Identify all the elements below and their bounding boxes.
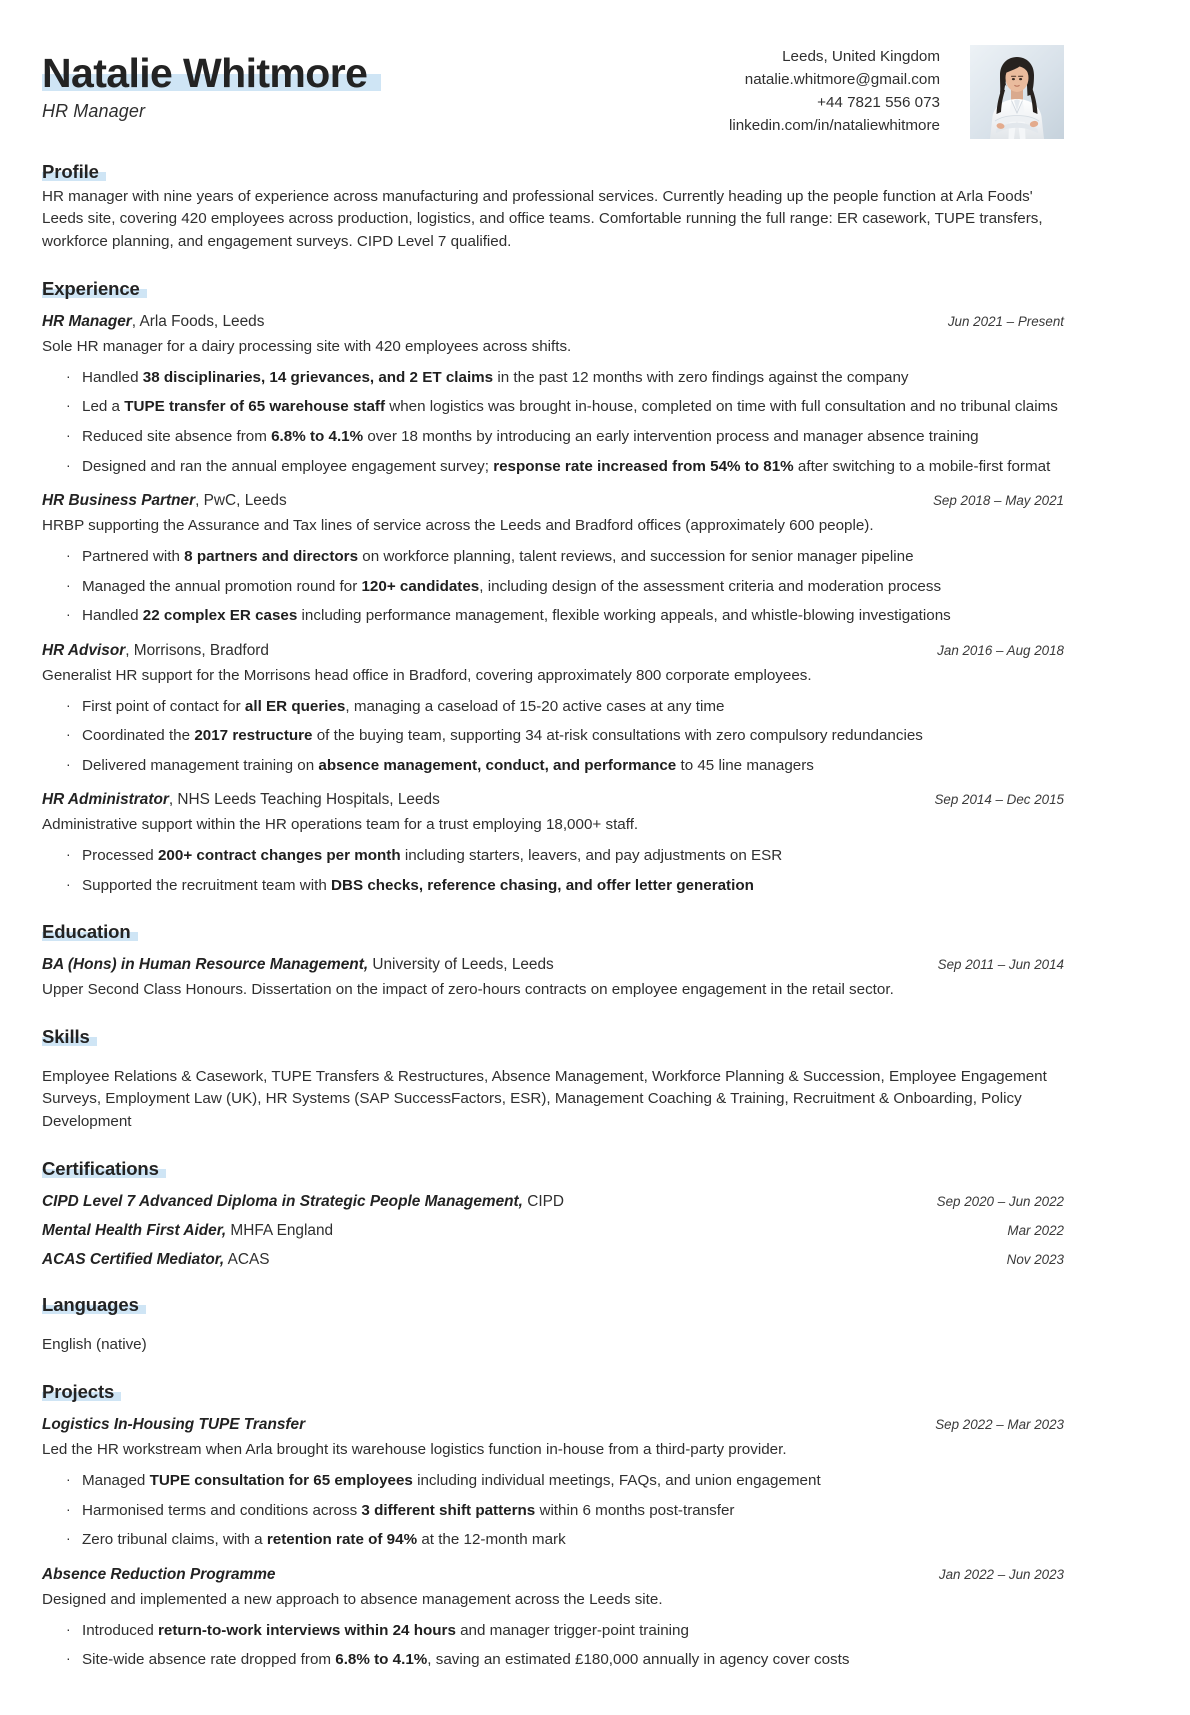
job-role: HR Manager [42,313,132,331]
education-heading-wrapper [42,921,131,943]
job-role: HR Administrator [42,791,169,809]
bullet-item [42,1500,1064,1522]
bullet-item [42,1470,1064,1492]
bullet-dot-icon: · [66,1650,71,1667]
certification-issuer: CIPD [522,1193,564,1211]
bullet-dot-icon: · [66,696,71,713]
project-date-range: Sep 2022 – Mar 2023 [935,1417,1064,1433]
entry-header-row [42,955,1064,976]
bullet-text: Managed TUPE consultation for 65 employees including individual meetings, FAQs, and union engagement [82,1472,821,1490]
languages-heading-wrapper [42,1294,139,1316]
skills-heading-wrapper [42,1026,90,1048]
languages-text: English (native) [42,1336,147,1354]
certification-date: Nov 2023 [1006,1252,1064,1268]
job-date-range: Jan 2016 – Aug 2018 [937,642,1064,658]
section-skills [42,1026,1064,1133]
job-company: , Morrisons, Bradford [125,641,269,659]
bullet-item [42,1649,1064,1671]
header-right-block [729,38,1064,139]
contact-location: Leeds, United Kingdom [782,48,940,65]
experience-entries [42,312,1064,896]
bullet-text: Site-wide absence rate dropped from 6.8% to 4.1%, saving an estimated £180,000 annually in agency cover costs [82,1651,850,1669]
bullet-dot-icon: · [66,576,71,593]
bullet-dot-icon: · [66,1471,71,1488]
project-title-wrapper [42,1565,275,1586]
experience-entry [42,790,1064,896]
bullet-item [42,875,1064,897]
profile-text: HR manager with nine years of experience across manufacturing and professional services. Currently heading up the people function at Arla Foods' Leeds site, covering 420 employees across production, logistics, and office teams. Comfortable running the full range: ER casework, TUPE transfers, workforce planning, and engagement surveys. CIPD Level 7 qualified. [42,188,1043,250]
job-company: , Arla Foods, Leeds [131,313,265,331]
job-role: HR Business Partner [42,492,196,510]
certification-title: CIPD Level 7 Advanced Diploma in Strategic People Management, [42,1193,523,1211]
bullet-dot-icon: · [66,397,71,414]
bullet-text: Partnered with 8 partners and directors on workforce planning, talent reviews, and succession for senior manager pipeline [82,548,914,565]
project-summary: Designed and implemented a new approach to absence management across the Leeds site. [42,1590,663,1608]
section-certifications [42,1158,1064,1269]
bullet-item [42,1620,1064,1642]
bullet-item [42,845,1064,867]
certification-entry [42,1193,1064,1211]
section-experience [42,278,1064,896]
job-date-range: Jun 2021 – Present [947,314,1064,330]
job-summary: Administrative support within the HR operations team for a trust employing 18,000+ staff. [42,816,639,834]
certification-date: Sep 2020 – Jun 2022 [936,1194,1064,1210]
project-title-wrapper [42,1415,305,1436]
education-entry [42,955,1064,1001]
bullet-dot-icon: · [66,367,71,384]
bullet-text: Supported the recruitment team with DBS checks, reference chasing, and offer letter generation [82,876,754,894]
bullet-text: Led a TUPE transfer of 65 warehouse staff when logistics was brought in-house, completed on time with full consultation and no tribunal claims [82,398,1058,416]
bullet-item [42,696,1064,718]
contact-details [729,45,940,137]
certifications-heading: Certifications [42,1158,159,1180]
project-bullets [42,1470,1064,1551]
experience-entry [42,641,1064,777]
education-date-range: Sep 2011 – Jun 2014 [937,957,1064,973]
bullet-text: Coordinated the 2017 restructure of the buying team, supporting 34 at-risk consultations with zero compulsory redundancies [82,727,923,745]
job-role: HR Advisor [42,641,126,659]
bullet-text: Reduced site absence from 6.8% to 4.1% over 18 months by introducing an early intervention process and manager absence training [82,428,979,446]
skills-heading: Skills [42,1026,90,1048]
section-profile [42,161,1064,253]
entry-header-row [42,1415,1064,1436]
certification-issuer: ACAS [224,1251,270,1269]
project-title: Logistics In-Housing TUPE Transfer [42,1416,306,1434]
bullet-dot-icon: · [66,875,71,892]
contact-linkedin[interactable]: linkedin.com/in/nataliewhitmore [728,117,940,135]
certification-name [42,1222,333,1240]
experience-entry [42,312,1064,477]
job-bullets [42,845,1064,896]
bullet-item [42,396,1064,418]
entry-header-row [42,312,1064,333]
name-wrapper [42,52,367,95]
skills-text: Employee Relations & Casework, TUPE Transfers & Restructures, Absence Management, Workforce Planning & Succession, Employee Engagement Surveys, Employment Law (UK), HR Systems (SAP SuccessFactors, ESR), Management Coaching & Training, Recruitment & Onboarding, Policy Development [42,1068,1047,1130]
bullet-dot-icon: · [66,755,71,772]
projects-heading: Projects [42,1381,115,1403]
entry-header-row [42,790,1064,811]
certification-entry [42,1222,1064,1240]
job-bullets [42,696,1064,777]
experience-heading-wrapper [42,278,140,300]
job-bullets [42,546,1064,627]
job-date-range: Sep 2018 – May 2021 [932,493,1064,509]
job-title-company [42,312,264,333]
bullet-dot-icon: · [66,456,71,473]
bullet-item [42,725,1064,747]
education-heading: Education [42,921,131,943]
contact-phone[interactable]: +44 7821 556 073 [817,94,940,112]
entry-header-row [42,491,1064,512]
project-entry [42,1415,1064,1551]
candidate-name: Natalie Whitmore [42,50,368,96]
education-summary: Upper Second Class Honours. Dissertation on the impact of zero-hours contracts on employee engagement in the retail sector. [42,981,894,999]
bullet-text: Managed the annual promotion round for 120+ candidates, including design of the assessment criteria and moderation process [82,577,942,595]
bullet-item [42,546,1064,568]
bullet-dot-icon: · [66,606,71,623]
project-date-range: Jan 2022 – Jun 2023 [938,1567,1064,1583]
bullet-dot-icon: · [66,1620,71,1637]
job-date-range: Sep 2014 – Dec 2015 [934,792,1064,808]
job-summary: HRBP supporting the Assurance and Tax lines of service across the Leeds and Bradford offices (approximately 600 people). [42,516,874,534]
job-title-company [42,491,287,512]
bullet-text: Processed 200+ contract changes per month including starters, leavers, and pay adjustments on ESR [82,847,783,865]
bullet-text: Designed and ran the annual employee engagement survey; response rate increased from 54% to 81% after switching to a mobile-first format [82,457,1051,475]
bullet-dot-icon: · [66,846,71,863]
languages-heading: Languages [42,1294,139,1316]
certification-title: Mental Health First Aider, [42,1222,227,1240]
institution-name: University of Leeds, Leeds [368,956,554,974]
job-title-company [42,790,440,811]
degree-title: BA (Hons) in Human Resource Management, [42,956,369,974]
section-education [42,921,1064,1001]
bullet-text: Harmonised terms and conditions across 3 different shift patterns within 6 months post-transfer [82,1501,735,1519]
experience-heading: Experience [42,278,140,300]
bullet-text: Delivered management training on absence management, conduct, and performance to 45 line managers [82,756,814,774]
bullet-item [42,367,1064,389]
bullet-item [42,1529,1064,1551]
certification-issuer: MHFA England [226,1222,334,1240]
certification-entry [42,1251,1064,1269]
profile-photo [970,45,1064,139]
entry-header-row [42,641,1064,662]
bullet-dot-icon: · [66,726,71,743]
job-summary: Generalist HR support for the Morrisons head office in Bradford, covering approximately 800 corporate employees. [42,666,812,684]
section-languages [42,1294,1064,1356]
certification-date: Mar 2022 [1007,1223,1064,1239]
bullet-item [42,605,1064,627]
bullet-dot-icon: · [66,1530,71,1547]
bullet-dot-icon: · [66,1500,71,1517]
project-title: Absence Reduction Programme [42,1566,276,1584]
certification-entries [42,1193,1064,1269]
bullet-text: Handled 22 complex ER cases including performance management, flexible working appeals, and whistle-blowing investigations [82,607,951,625]
section-projects [42,1381,1064,1671]
project-bullets [42,1620,1064,1671]
project-entries [42,1415,1064,1671]
profile-heading: Profile [42,161,99,182]
degree-institution [42,955,554,976]
candidate-job-title: HR Manager [42,101,146,122]
entry-header-row [42,1565,1064,1586]
resume-header [42,38,1064,139]
portrait-illustration [970,45,1064,139]
certification-name [42,1193,564,1211]
bullet-item [42,576,1064,598]
job-bullets [42,367,1064,477]
bullet-text: Zero tribunal claims, with a retention rate of 94% at the 12-month mark [82,1531,566,1549]
bullet-text: Introduced return-to-work interviews within 24 hours and manager trigger-point training [82,1621,689,1639]
bullet-text: First point of contact for all ER queries, managing a caseload of 15-20 active cases at any time [82,697,725,715]
bullet-item [42,755,1064,777]
job-summary: Sole HR manager for a dairy processing site with 420 employees across shifts. [42,337,572,355]
bullet-dot-icon: · [66,547,71,563]
job-title-company [42,641,269,662]
certification-title: ACAS Certified Mediator, [42,1251,225,1269]
certification-name [42,1251,270,1269]
bullet-item [42,456,1064,478]
identity-block [42,38,367,122]
project-entry [42,1565,1064,1671]
job-company: , NHS Leeds Teaching Hospitals, Leeds [168,791,440,809]
job-company: , PwC, Leeds [195,492,287,510]
contact-email[interactable]: natalie.whitmore@gmail.com [744,71,940,89]
bullet-item [42,426,1064,448]
projects-heading-wrapper [42,1381,114,1403]
bullet-text: Handled 38 disciplinaries, 14 grievances, and 2 ET claims in the past 12 months with zero findings against the company [82,368,909,386]
profile-heading-wrapper [42,161,99,183]
education-entries [42,955,1064,1001]
bullet-dot-icon: · [66,427,71,444]
certifications-heading-wrapper [42,1158,159,1180]
experience-entry [42,491,1064,627]
project-summary: Led the HR workstream when Arla brought its warehouse logistics function in-house from a third-party provider. [42,1441,787,1459]
